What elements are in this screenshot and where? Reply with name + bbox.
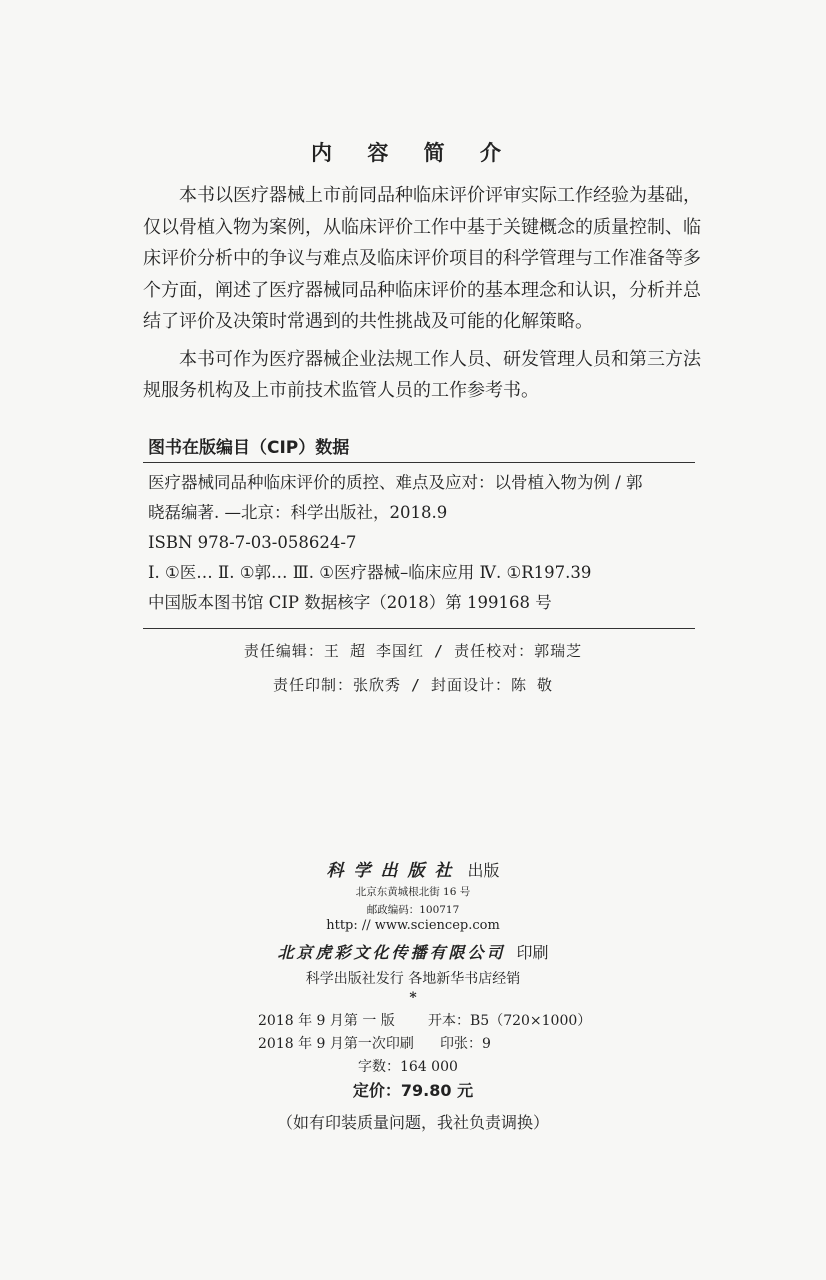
distribution-line: 科学出版社发行 各地新华书店经销 [305,971,521,987]
word-count: 字数：164 000 [358,1059,458,1075]
printer-line [0,940,826,963]
cip-verification: 中国版本图书馆 CIP 数据核字（2018）第 199168 号 [148,593,552,612]
printer-name: 北京虎彩文化传播有限公司 [277,943,506,962]
publisher-postcode: 邮政编码：100717 [366,904,460,916]
format-text: 开本：B5（720×1000） [428,1013,592,1029]
cip-top-rule [143,462,695,463]
cip-isbn: ISBN 978-7-03-058624-7 [148,533,357,552]
cip-classification: Ⅰ. ①医… Ⅱ. ①郭… Ⅲ. ①医疗器械–临床应用 Ⅳ. ①R197.39 [148,563,592,582]
cip-line-2: 晓磊编著. —北京：科学出版社，2018.9 [148,503,448,522]
page-title: 内 容 简 介 [311,141,515,165]
cip-bottom-rule [143,628,695,629]
publisher-address: 北京东黄城根北街 16 号 [355,886,471,898]
credits-line-2: 责任印制：张欣秀 / 封面设计：陈 敬 [272,676,554,694]
summary-section [143,180,701,407]
price-label: 定价：79.80 元 [352,1081,474,1100]
publisher-name: 科学出版社 [326,861,462,881]
separator-star: * [409,990,417,1006]
publisher-url-text: http: // www.sciencep.com [326,918,500,933]
edition-text: 2018 年 9 月第 一 版 [258,1013,395,1029]
publisher-role: 出版 [467,861,500,880]
printer-role: 印刷 [516,943,549,962]
sheets-text: 印张：9 [440,1036,491,1052]
summary-paragraph-2: 本书可作为医疗器械企业法规工作人员、研发管理人员和第三方法规服务机构及上市前技术监管人员的工作参考书。 [143,348,701,401]
cip-line-1: 医疗器械同品种临床评价的质控、难点及应对：以骨植入物为例 / 郭 [148,473,643,492]
credits-line-1: 责任编辑：王 超 李国红 / 责任校对：郭瑞芝 [243,642,583,660]
cip-header: 图书在版编目（CIP）数据 [148,438,350,458]
printing-text: 2018 年 9 月第一次印刷 [258,1036,414,1052]
summary-paragraph-1: 本书以医疗器械上市前同品种临床评价评审实际工作经验为基础，仅以骨植入物为案例，从临床评价工作中基于关键概念的质量控制、临床评价分析中的争议与难点及临床评价项目的科学管理与工作准备等多个方面，阐述了医疗器械同品种临床评价的基本理念和认识，分析并总结了评价及决策时常遇到的共性挑战及可能的化解策略。 [143,185,701,332]
quality-notice: （如有印装质量问题，我社负责调换） [276,1113,549,1132]
publisher-line [0,856,826,881]
publisher-url [0,918,826,933]
cip-body [148,468,696,618]
